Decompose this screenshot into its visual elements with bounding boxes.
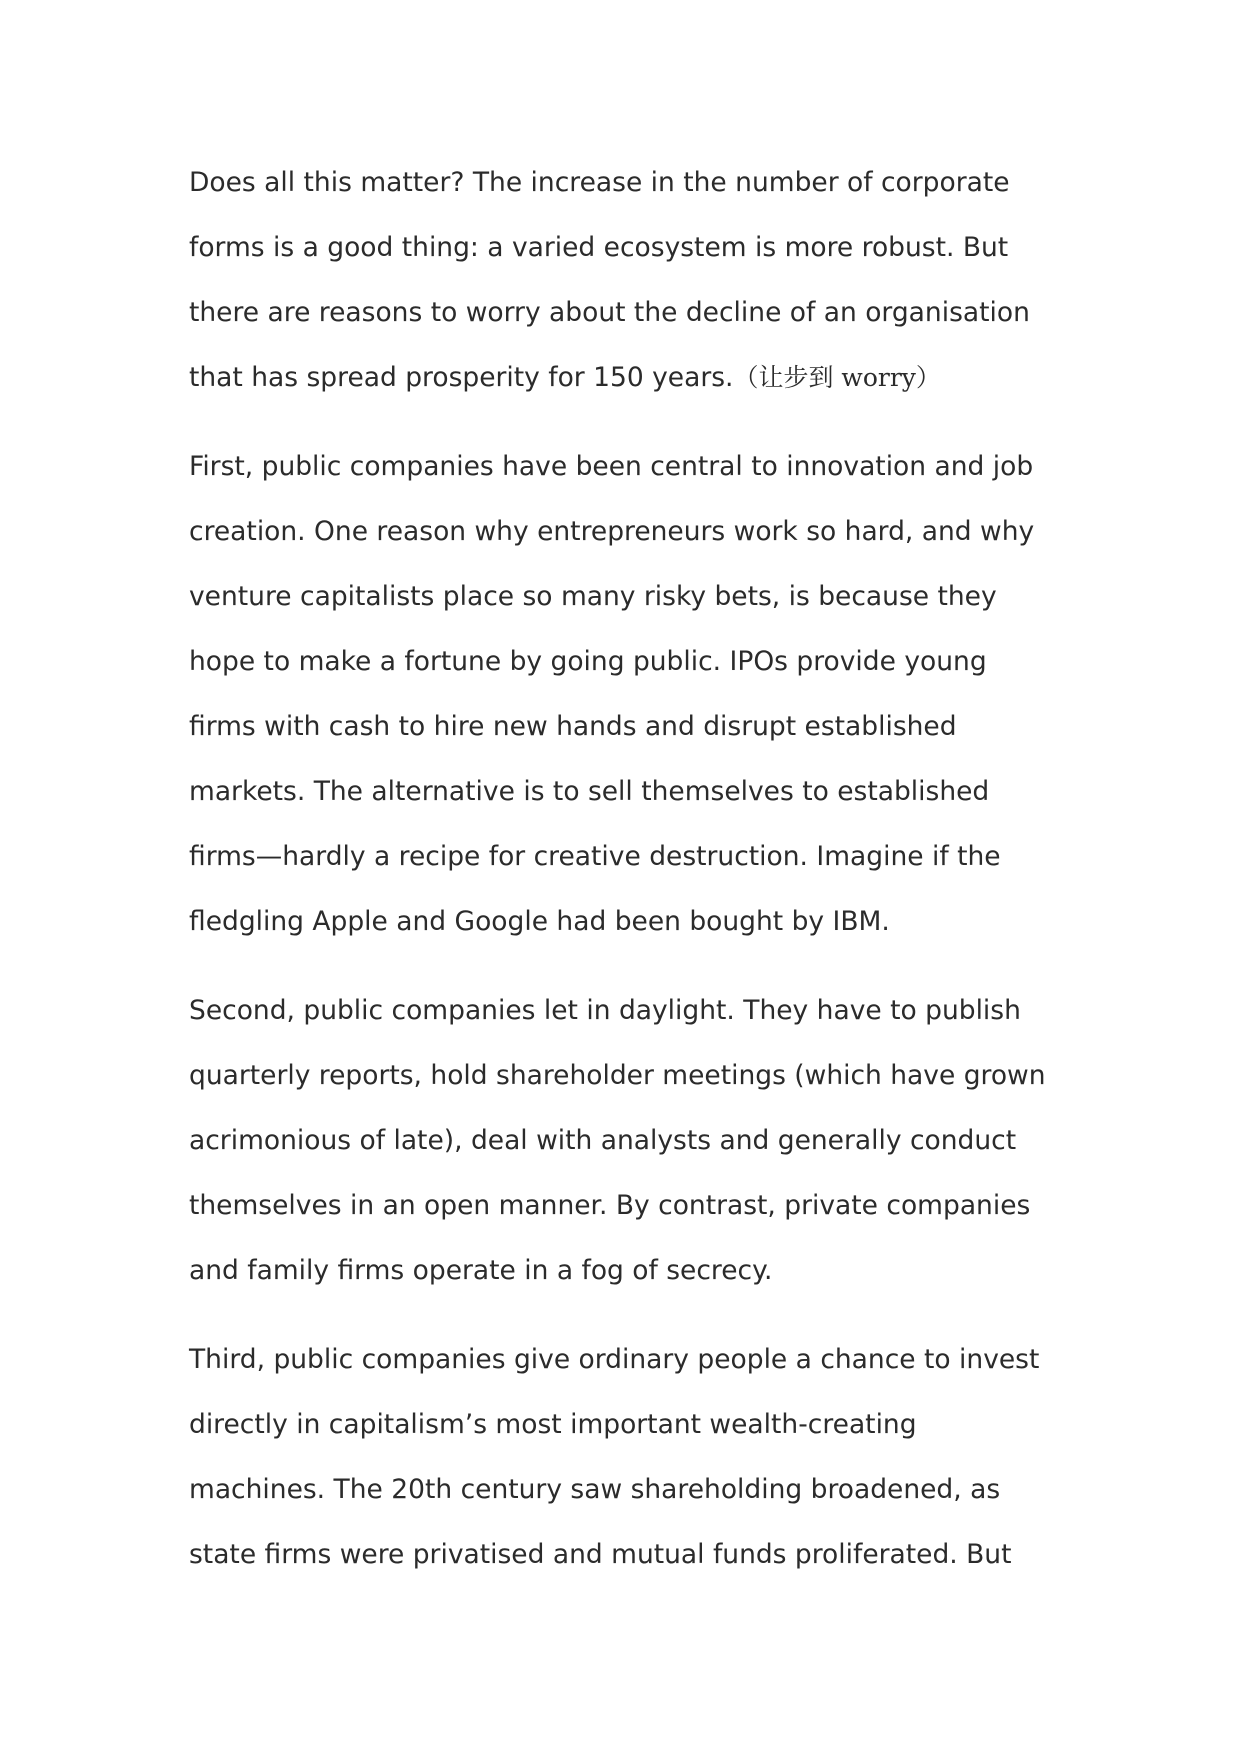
text-line: hope to make a fortune by going public. IPOs provide young [189, 646, 987, 677]
text-line: Third, public companies give ordinary people a chance to invest [189, 1344, 1040, 1375]
document-page [189, 150, 1069, 1611]
text-line: there are reasons to worry about the decline of an organisation [189, 297, 1030, 328]
text-line: firms with cash to hire new hands and disrupt established [189, 711, 957, 742]
text-line: directly in capitalism’s most important wealth-creating [189, 1409, 917, 1440]
text-line: quarterly reports, hold shareholder meetings (which have grown [189, 1060, 1046, 1091]
text-line: forms is a good thing: a varied ecosystem is more robust. But [189, 232, 1009, 263]
text-line: firms—hardly a recipe for creative destruction. Imagine if the [189, 841, 1001, 872]
text-line: state firms were privatised and mutual funds proliferated. But [189, 1539, 1012, 1570]
text-line: themselves in an open manner. By contrast, private companies [189, 1190, 1031, 1221]
paragraph-4 [189, 1327, 1069, 1587]
text-line: and family firms operate in a fog of secrecy. [189, 1255, 773, 1286]
chinese-annotation: （让步到 worry） [733, 363, 941, 392]
paragraph-2 [189, 434, 1069, 954]
text-line: markets. The alternative is to sell themselves to established [189, 776, 990, 807]
text-line: Second, public companies let in daylight. They have to publish [189, 995, 1021, 1026]
paragraph-3 [189, 978, 1069, 1303]
text-line: acrimonious of late), deal with analysts and generally conduct [189, 1125, 1017, 1156]
text-line: Does all this matter? The increase in the number of corporate [189, 167, 1010, 198]
paragraph-1 [189, 150, 1069, 410]
text-line: creation. One reason why entrepreneurs work so hard, and why [189, 516, 1035, 547]
text-line: that has spread prosperity for 150 years. [189, 362, 734, 393]
text-line: fledgling Apple and Google had been bought by IBM. [189, 906, 890, 937]
text-line: First, public companies have been central to innovation and job [189, 451, 1034, 482]
text-line: venture capitalists place so many risky bets, is because they [189, 581, 997, 612]
text-line: machines. The 20th century saw shareholding broadened, as [189, 1474, 1001, 1505]
text-line-with-annotation [189, 345, 1069, 410]
